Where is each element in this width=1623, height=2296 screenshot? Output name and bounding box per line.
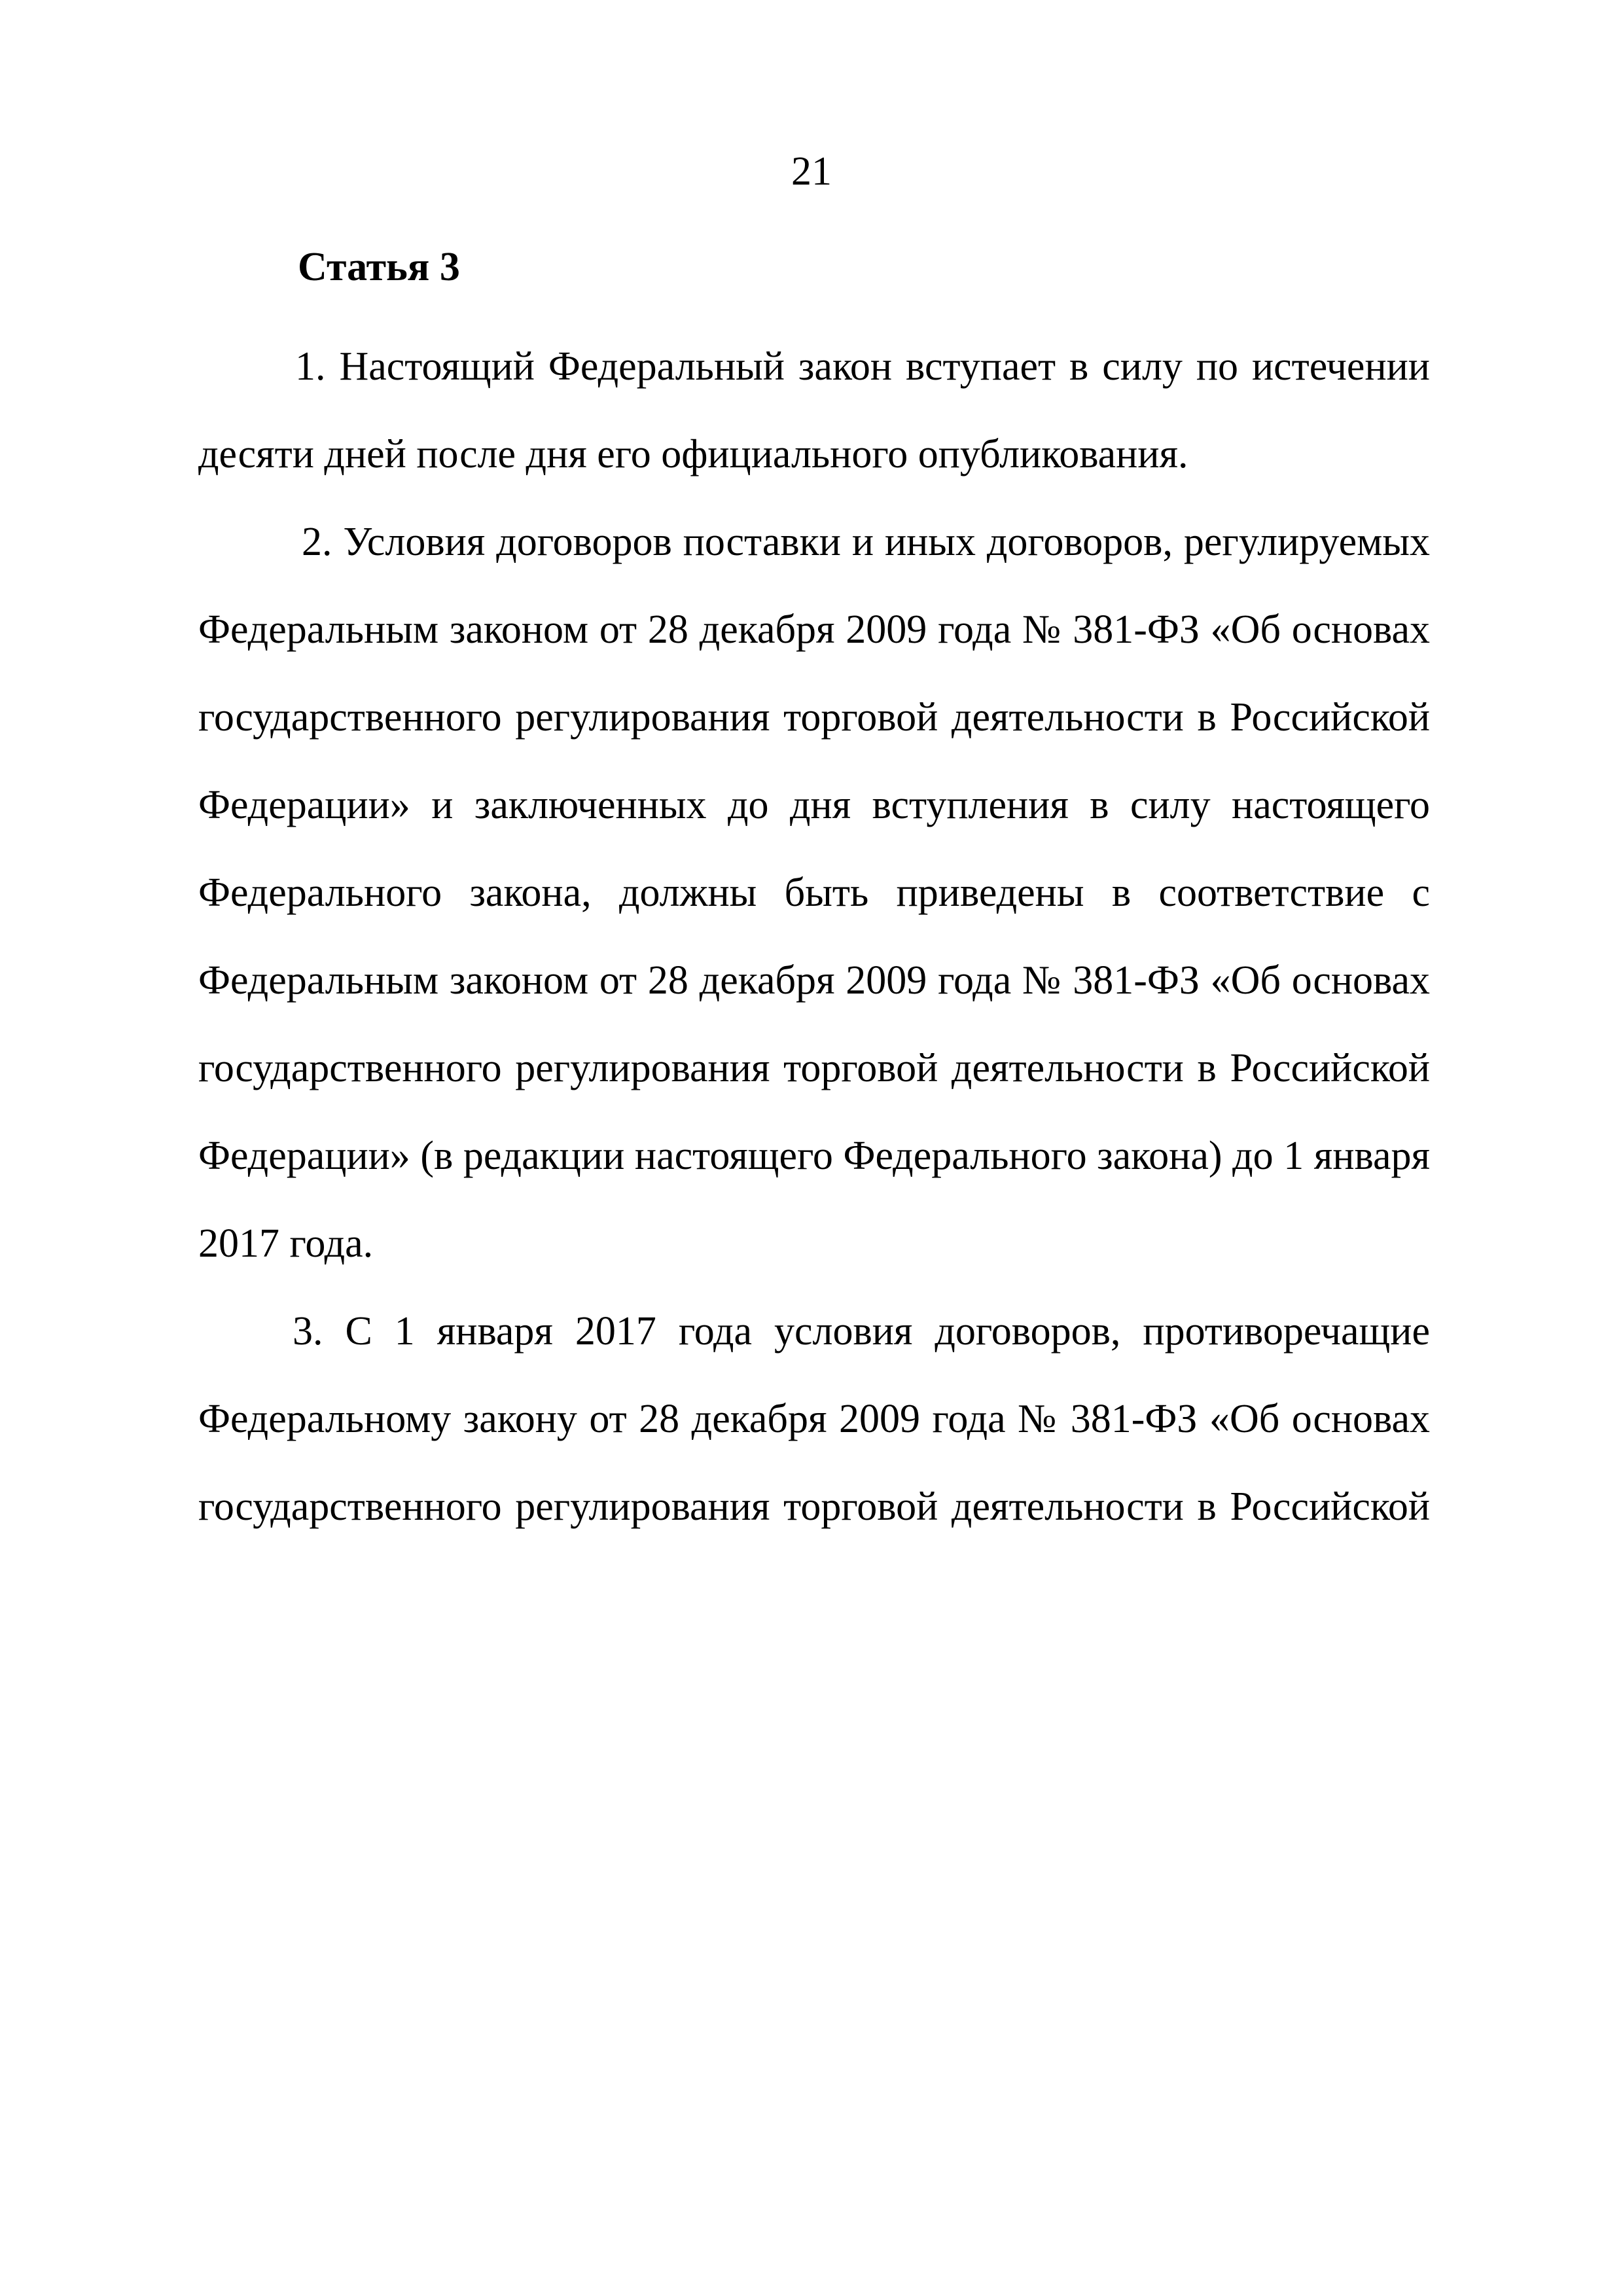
article-heading: Статья 3 — [298, 245, 460, 289]
paragraph-3: 3. С 1 января 2017 года условия договоров, противоречащие Федеральному закону от 28 декабря 2009 года № 381-ФЗ «Об основах государственного регулирования торговой деятельности в Российской — [198, 1309, 1430, 1529]
page-number: 21 — [791, 149, 832, 194]
article-body — [198, 323, 1430, 1551]
paragraph-1: 1. Настоящий Федеральный закон вступает в силу по истечении десяти дней после дня его официального опубликования. — [198, 344, 1430, 476]
paragraph-2: 2. Условия договоров поставки и иных договоров, регулируемых Федеральным законом от 28 декабря 2009 года № 381-ФЗ «Об основах государственного регулирования торговой деятельности в Российской Федерации» и заключенных до дня вступления в силу настоящего Федерального закона, должны быть приведены в соответствие с Федеральным законом от 28 декабря 2009 года № 381-ФЗ «Об основах государственного регулирования торговой деятельности в Российской Федерации» (в редакции настоящего Федерального закона) до 1 января 2017 года. — [198, 520, 1430, 1266]
